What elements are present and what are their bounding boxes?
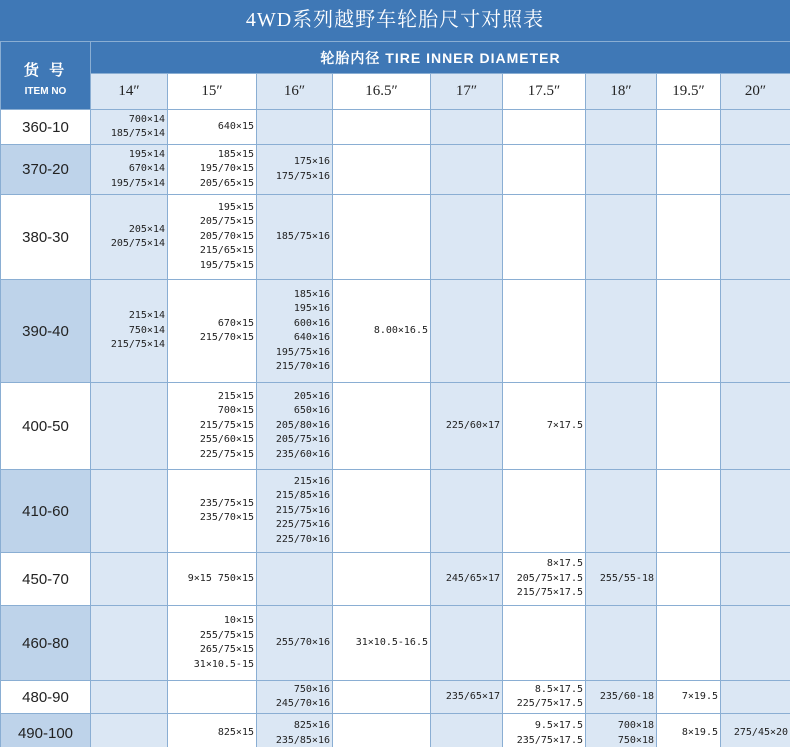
tire-size: 205/65×15	[199, 177, 254, 189]
size-header-7: 19.5″	[657, 74, 721, 110]
tire-size: 275/45×20	[733, 727, 789, 739]
size-cell	[91, 110, 168, 145]
tire-size: 700×15	[217, 405, 254, 417]
tire-size: 245/65×17	[445, 572, 500, 584]
size-cell	[657, 195, 721, 280]
size-cell	[91, 470, 168, 553]
size-cell	[91, 606, 168, 681]
size-cell	[657, 145, 721, 195]
tire-size: 205/75×16	[275, 434, 330, 446]
size-cell	[431, 110, 503, 145]
tire-size: 650×16	[293, 405, 330, 417]
tire-size: 215/65×15	[199, 245, 254, 257]
size-cell	[657, 681, 721, 714]
table-row	[1, 714, 790, 747]
size-cell	[586, 606, 657, 681]
tire-size: 215/70×16	[275, 361, 330, 372]
size-cell	[431, 606, 503, 681]
tire-size: 205/75×17.5	[516, 572, 583, 584]
size-cell	[333, 606, 431, 681]
size-cell	[257, 280, 333, 383]
tire-size: 215/75×17.5	[516, 587, 583, 599]
size-cell	[168, 145, 257, 195]
tire-size: 215/70×15	[199, 332, 254, 343]
size-cell	[721, 681, 790, 714]
tire-size: 185×15	[217, 148, 254, 160]
tire-size: 8×17.5	[546, 558, 583, 570]
tire-size: 700×18	[617, 720, 654, 731]
tire-size: 31×10.5-15	[193, 658, 254, 670]
tire-size: 175×16	[293, 156, 330, 167]
tire-size: 8.00×16.5	[373, 324, 428, 336]
size-cell	[91, 280, 168, 383]
size-header-6: 18″	[586, 74, 657, 110]
item-no-header	[1, 42, 91, 110]
size-cell	[257, 606, 333, 681]
tire-size: 225/70×16	[275, 533, 330, 545]
size-header-5: 17.5″	[503, 74, 586, 110]
size-cell	[91, 145, 168, 195]
item-number: 400-50	[1, 383, 91, 470]
tire-size: 7×19.5	[681, 690, 718, 702]
size-cell	[431, 280, 503, 383]
tire-size: 265/75×15	[199, 644, 254, 655]
tire-size: 640×16	[293, 332, 330, 343]
size-cell	[168, 110, 257, 145]
tire-size: 175/75×16	[275, 170, 330, 182]
size-cell	[91, 383, 168, 470]
size-cell	[257, 110, 333, 145]
size-cell	[503, 280, 586, 383]
tire-size: 235/85×16	[275, 734, 330, 746]
tire-size: 195×15	[217, 201, 254, 213]
tire-size: 185/75×16	[275, 230, 330, 242]
tire-size: 185/75×14	[110, 128, 165, 139]
tire-size: 195/75×15	[199, 259, 254, 271]
tire-size: 215/75×14	[110, 339, 165, 351]
size-cell	[586, 145, 657, 195]
size-cell	[431, 681, 503, 714]
size-cell	[586, 553, 657, 606]
tire-size: 235/60×16	[275, 448, 330, 460]
size-cell	[503, 681, 586, 714]
tire-size: 640×15	[217, 120, 254, 132]
size-cell	[721, 470, 790, 553]
size-header-0: 14″	[91, 74, 168, 110]
size-cell	[657, 714, 721, 747]
tire-size: 825×16	[293, 720, 330, 731]
size-cell	[586, 681, 657, 714]
size-cell	[333, 470, 431, 553]
item-number: 460-80	[1, 606, 91, 681]
table-row	[1, 145, 790, 195]
tire-size: 235/65×17	[445, 690, 500, 702]
tire-size: 750×18	[617, 734, 654, 746]
item-number: 370-20	[1, 145, 91, 195]
tire-size: 8.5×17.5	[534, 683, 583, 695]
tire-size: 670×14	[128, 163, 165, 175]
tire-size: 245/70×16	[275, 698, 330, 709]
tire-size: 215/75×16	[275, 504, 330, 516]
tire-size: 235/70×15	[199, 512, 254, 523]
size-cell	[333, 714, 431, 747]
size-header-8: 20″	[721, 74, 790, 110]
item-no-header-en: ITEM NO	[24, 85, 67, 97]
size-cell	[657, 553, 721, 606]
size-cell	[257, 553, 333, 606]
table-row	[1, 195, 790, 280]
size-cell	[168, 553, 257, 606]
tire-size: 670×15	[217, 317, 254, 329]
size-table	[0, 41, 790, 747]
size-header-row	[1, 74, 790, 110]
item-no-header-cn: 货 号	[23, 61, 68, 79]
size-cell	[91, 681, 168, 714]
size-cell	[721, 553, 790, 606]
tire-size: 750×14	[128, 324, 165, 336]
size-cell	[91, 195, 168, 280]
size-cell	[657, 470, 721, 553]
size-cell	[257, 195, 333, 280]
size-cell	[586, 470, 657, 553]
size-cell	[168, 470, 257, 553]
tire-size: 235/75×15	[199, 497, 254, 509]
tire-size: 185×16	[293, 288, 330, 300]
size-cell	[333, 553, 431, 606]
size-cell	[503, 145, 586, 195]
size-cell	[333, 110, 431, 145]
tire-size: 235/60-18	[599, 690, 654, 702]
size-cell	[721, 714, 790, 747]
size-cell	[586, 383, 657, 470]
size-cell	[721, 383, 790, 470]
table-row	[1, 553, 790, 606]
tire-size: 195×16	[293, 303, 330, 314]
size-cell	[168, 195, 257, 280]
size-cell	[503, 470, 586, 553]
tire-size: 700×14	[128, 113, 165, 125]
size-cell	[333, 383, 431, 470]
item-number: 410-60	[1, 470, 91, 553]
tire-size: 205×16	[293, 390, 330, 402]
table-row	[1, 383, 790, 470]
size-cell	[586, 195, 657, 280]
tire-size: 215×15	[217, 390, 254, 402]
size-cell	[721, 110, 790, 145]
tire-size: 195/75×16	[275, 346, 330, 358]
size-cell	[503, 606, 586, 681]
size-cell	[586, 714, 657, 747]
size-cell	[503, 195, 586, 280]
size-cell	[657, 280, 721, 383]
size-cell	[257, 681, 333, 714]
tire-size: 195/75×14	[110, 177, 165, 189]
size-cell	[333, 145, 431, 195]
size-header-4: 17″	[431, 74, 503, 110]
size-cell	[721, 606, 790, 681]
tire-size: 225/75×16	[275, 519, 330, 531]
size-cell	[257, 383, 333, 470]
tire-size: 215/85×16	[275, 490, 330, 502]
tire-size: 205/75×15	[199, 216, 254, 228]
item-number: 380-30	[1, 195, 91, 280]
table-row	[1, 110, 790, 145]
size-cell	[431, 195, 503, 280]
item-number: 390-40	[1, 280, 91, 383]
size-cell	[333, 280, 431, 383]
size-cell	[721, 145, 790, 195]
size-cell	[431, 470, 503, 553]
size-cell	[168, 280, 257, 383]
size-cell	[721, 280, 790, 383]
table-row	[1, 280, 790, 383]
item-number: 450-70	[1, 553, 91, 606]
size-cell	[91, 553, 168, 606]
tire-size: 215/75×15	[199, 419, 254, 431]
size-cell	[721, 195, 790, 280]
size-cell	[431, 714, 503, 747]
tire-size: 225/75×17.5	[516, 698, 583, 709]
size-cell	[503, 110, 586, 145]
item-number: 480-90	[1, 681, 91, 714]
tire-size: 195/70×15	[199, 163, 254, 175]
size-cell	[333, 681, 431, 714]
size-cell	[333, 195, 431, 280]
size-cell	[168, 681, 257, 714]
size-cell	[503, 553, 586, 606]
size-cell	[657, 110, 721, 145]
tire-size: 235/75×17.5	[516, 734, 583, 746]
tire-size: 255/75×15	[199, 629, 254, 641]
size-cell	[168, 714, 257, 747]
tire-size: 195×14	[128, 148, 165, 160]
tire-size: 31×10.5-16.5	[355, 636, 428, 648]
size-cell	[586, 280, 657, 383]
tire-size: 205/80×16	[275, 419, 330, 431]
tire-size: 7×17.5	[546, 419, 583, 431]
tire-size: 8×19.5	[681, 727, 718, 739]
size-header-3: 16.5″	[333, 74, 431, 110]
size-cell	[168, 606, 257, 681]
size-cell	[257, 714, 333, 747]
table-row	[1, 681, 790, 714]
inner-diameter-header: 轮胎内径 TIRE INNER DIAMETER	[91, 42, 790, 74]
size-cell	[431, 553, 503, 606]
tire-size: 255/55-18	[599, 572, 654, 584]
tire-size: 9×15 750×15	[187, 572, 254, 584]
item-number: 490-100	[1, 714, 91, 747]
tire-size: 205/70×15	[199, 230, 254, 242]
tire-size: 9.5×17.5	[534, 720, 583, 731]
tire-size: 255/60×15	[199, 434, 254, 446]
size-header-2: 16″	[257, 74, 333, 110]
item-number: 360-10	[1, 110, 91, 145]
tire-size: 825×15	[217, 727, 254, 739]
size-cell	[503, 714, 586, 747]
tire-size: 205/75×14	[110, 238, 165, 249]
tire-size: 215×16	[293, 475, 330, 487]
tire-size: 750×16	[293, 683, 330, 695]
size-cell	[257, 470, 333, 553]
tire-size: 10×15	[223, 615, 254, 626]
tire-size: 600×16	[293, 317, 330, 329]
table-row	[1, 606, 790, 681]
size-cell	[431, 383, 503, 470]
page-title: 4WD系列越野车轮胎尺寸对照表	[0, 0, 790, 41]
size-header-1: 15″	[168, 74, 257, 110]
size-cell	[257, 145, 333, 195]
size-cell	[503, 383, 586, 470]
tire-size: 205×14	[128, 223, 165, 235]
tire-size: 255/70×16	[275, 636, 330, 648]
tire-size: 225/60×17	[445, 419, 500, 431]
size-cell	[657, 383, 721, 470]
size-cell	[431, 145, 503, 195]
tire-size: 225/75×15	[199, 448, 254, 460]
size-cell	[168, 383, 257, 470]
size-cell	[586, 110, 657, 145]
size-cell	[657, 606, 721, 681]
tire-size: 215×14	[128, 310, 165, 322]
size-cell	[91, 714, 168, 747]
table-row	[1, 470, 790, 553]
